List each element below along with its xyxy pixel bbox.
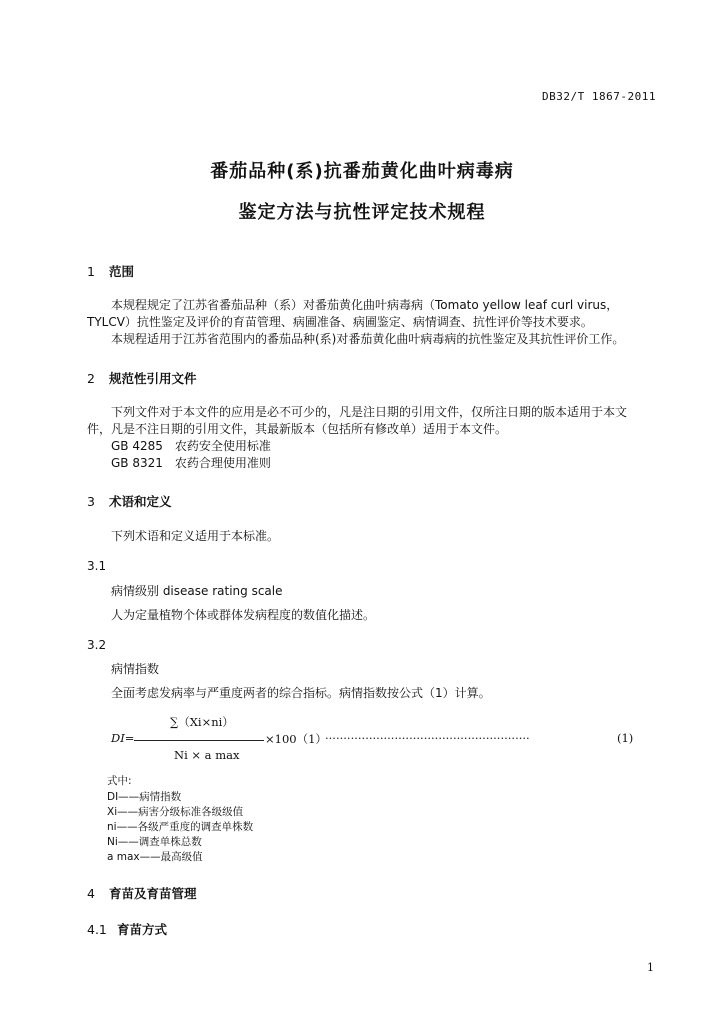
s2-paragraph-1a: 下列文件对于本文件的应用是必不可少的，凡是注日期的引用文件，仅所注日期的版本适用于本文 <box>111 405 628 419</box>
where-line-ni: ni——各级严重度的调查单株数 <box>107 821 254 833</box>
section-number: 4 <box>87 886 95 901</box>
section-title: 术语和定义 <box>109 494 172 509</box>
term-disease-index: 病情指数 <box>111 662 160 676</box>
section-number: 3 <box>87 494 95 509</box>
s1-paragraph-1a: 本规程规定了江苏省番茄品种（系）对番茄黄化曲叶病毒病（Tomato yellow leaf curl virus， <box>111 298 619 312</box>
section-number: 2 <box>87 371 95 386</box>
formula-times-100: ×100（1） <box>265 732 327 746</box>
section-number: 4.1 <box>87 922 107 937</box>
section-3-heading <box>87 492 172 510</box>
formula-equation-number: (1) <box>617 731 634 745</box>
term-disease-rating-scale: 病情级别 disease rating scale <box>111 584 283 598</box>
definition-disease-index: 全面考虑发病率与严重度两者的综合指标。病情指数按公式（1）计算。 <box>111 686 491 700</box>
where-label: 式中: <box>107 775 132 787</box>
s3-paragraph-1: 下列术语和定义适用于本标准。 <box>111 529 280 543</box>
section-title: 范围 <box>109 264 135 279</box>
reference-gb8321: GB 8321 农药合理使用准则 <box>111 456 271 470</box>
title-line-1: 番茄品种(系)抗番茄黄化曲叶病毒病 <box>210 161 514 182</box>
section-2-heading <box>87 369 197 387</box>
section-title: 规范性引用文件 <box>109 371 197 386</box>
where-line-di: DI——病情指数 <box>107 791 182 803</box>
section-title: 育苗及育苗管理 <box>109 886 197 901</box>
s2-paragraph-1b: 件，凡是不注日期的引用文件，其最新版本（包括所有修改单）适用于本文件。 <box>87 422 508 436</box>
where-line-amax: a max——最高级值 <box>107 851 203 863</box>
definition-disease-rating-scale: 人为定量植物个体或群体发病程度的数值化描述。 <box>111 608 376 622</box>
formula-leader-dots: ························································ <box>325 731 530 745</box>
section-1-heading <box>87 262 134 280</box>
section-4-1-heading <box>87 920 167 938</box>
section-title: 育苗方式 <box>117 922 168 937</box>
title-line-2: 鉴定方法与抗性评定技术规程 <box>238 202 486 223</box>
formula-numerator: ∑（Xi×ni） <box>170 715 234 729</box>
s1-paragraph-1b: TYLCV）抗性鉴定及评价的育苗管理、病圃准备、病圃鉴定、病情调查、抗性评价等技术要求。 <box>87 315 593 329</box>
where-line-Ni: Ni——调查单株总数 <box>107 836 202 848</box>
reference-gb4285: GB 4285 农药安全使用标准 <box>111 439 271 453</box>
formula-lhs: DI= <box>111 731 135 745</box>
section-3-2-number: 3.2 <box>87 638 107 652</box>
document-code: DB32/T 1867-2011 <box>542 90 656 103</box>
page-number: 1 <box>647 961 654 974</box>
section-3-1-number: 3.1 <box>87 559 107 573</box>
section-number: 1 <box>87 264 95 279</box>
fraction-bar <box>134 740 264 741</box>
formula-denominator: Ni × a max <box>174 748 240 762</box>
s1-paragraph-2: 本规程适用于江苏省范围内的番茄品种(系)对番茄黄化曲叶病毒病的抗性鉴定及其抗性评价工作。 <box>111 332 625 346</box>
section-4-heading <box>87 884 197 902</box>
where-line-xi: Xi——病害分级标准各级级值 <box>107 806 244 818</box>
